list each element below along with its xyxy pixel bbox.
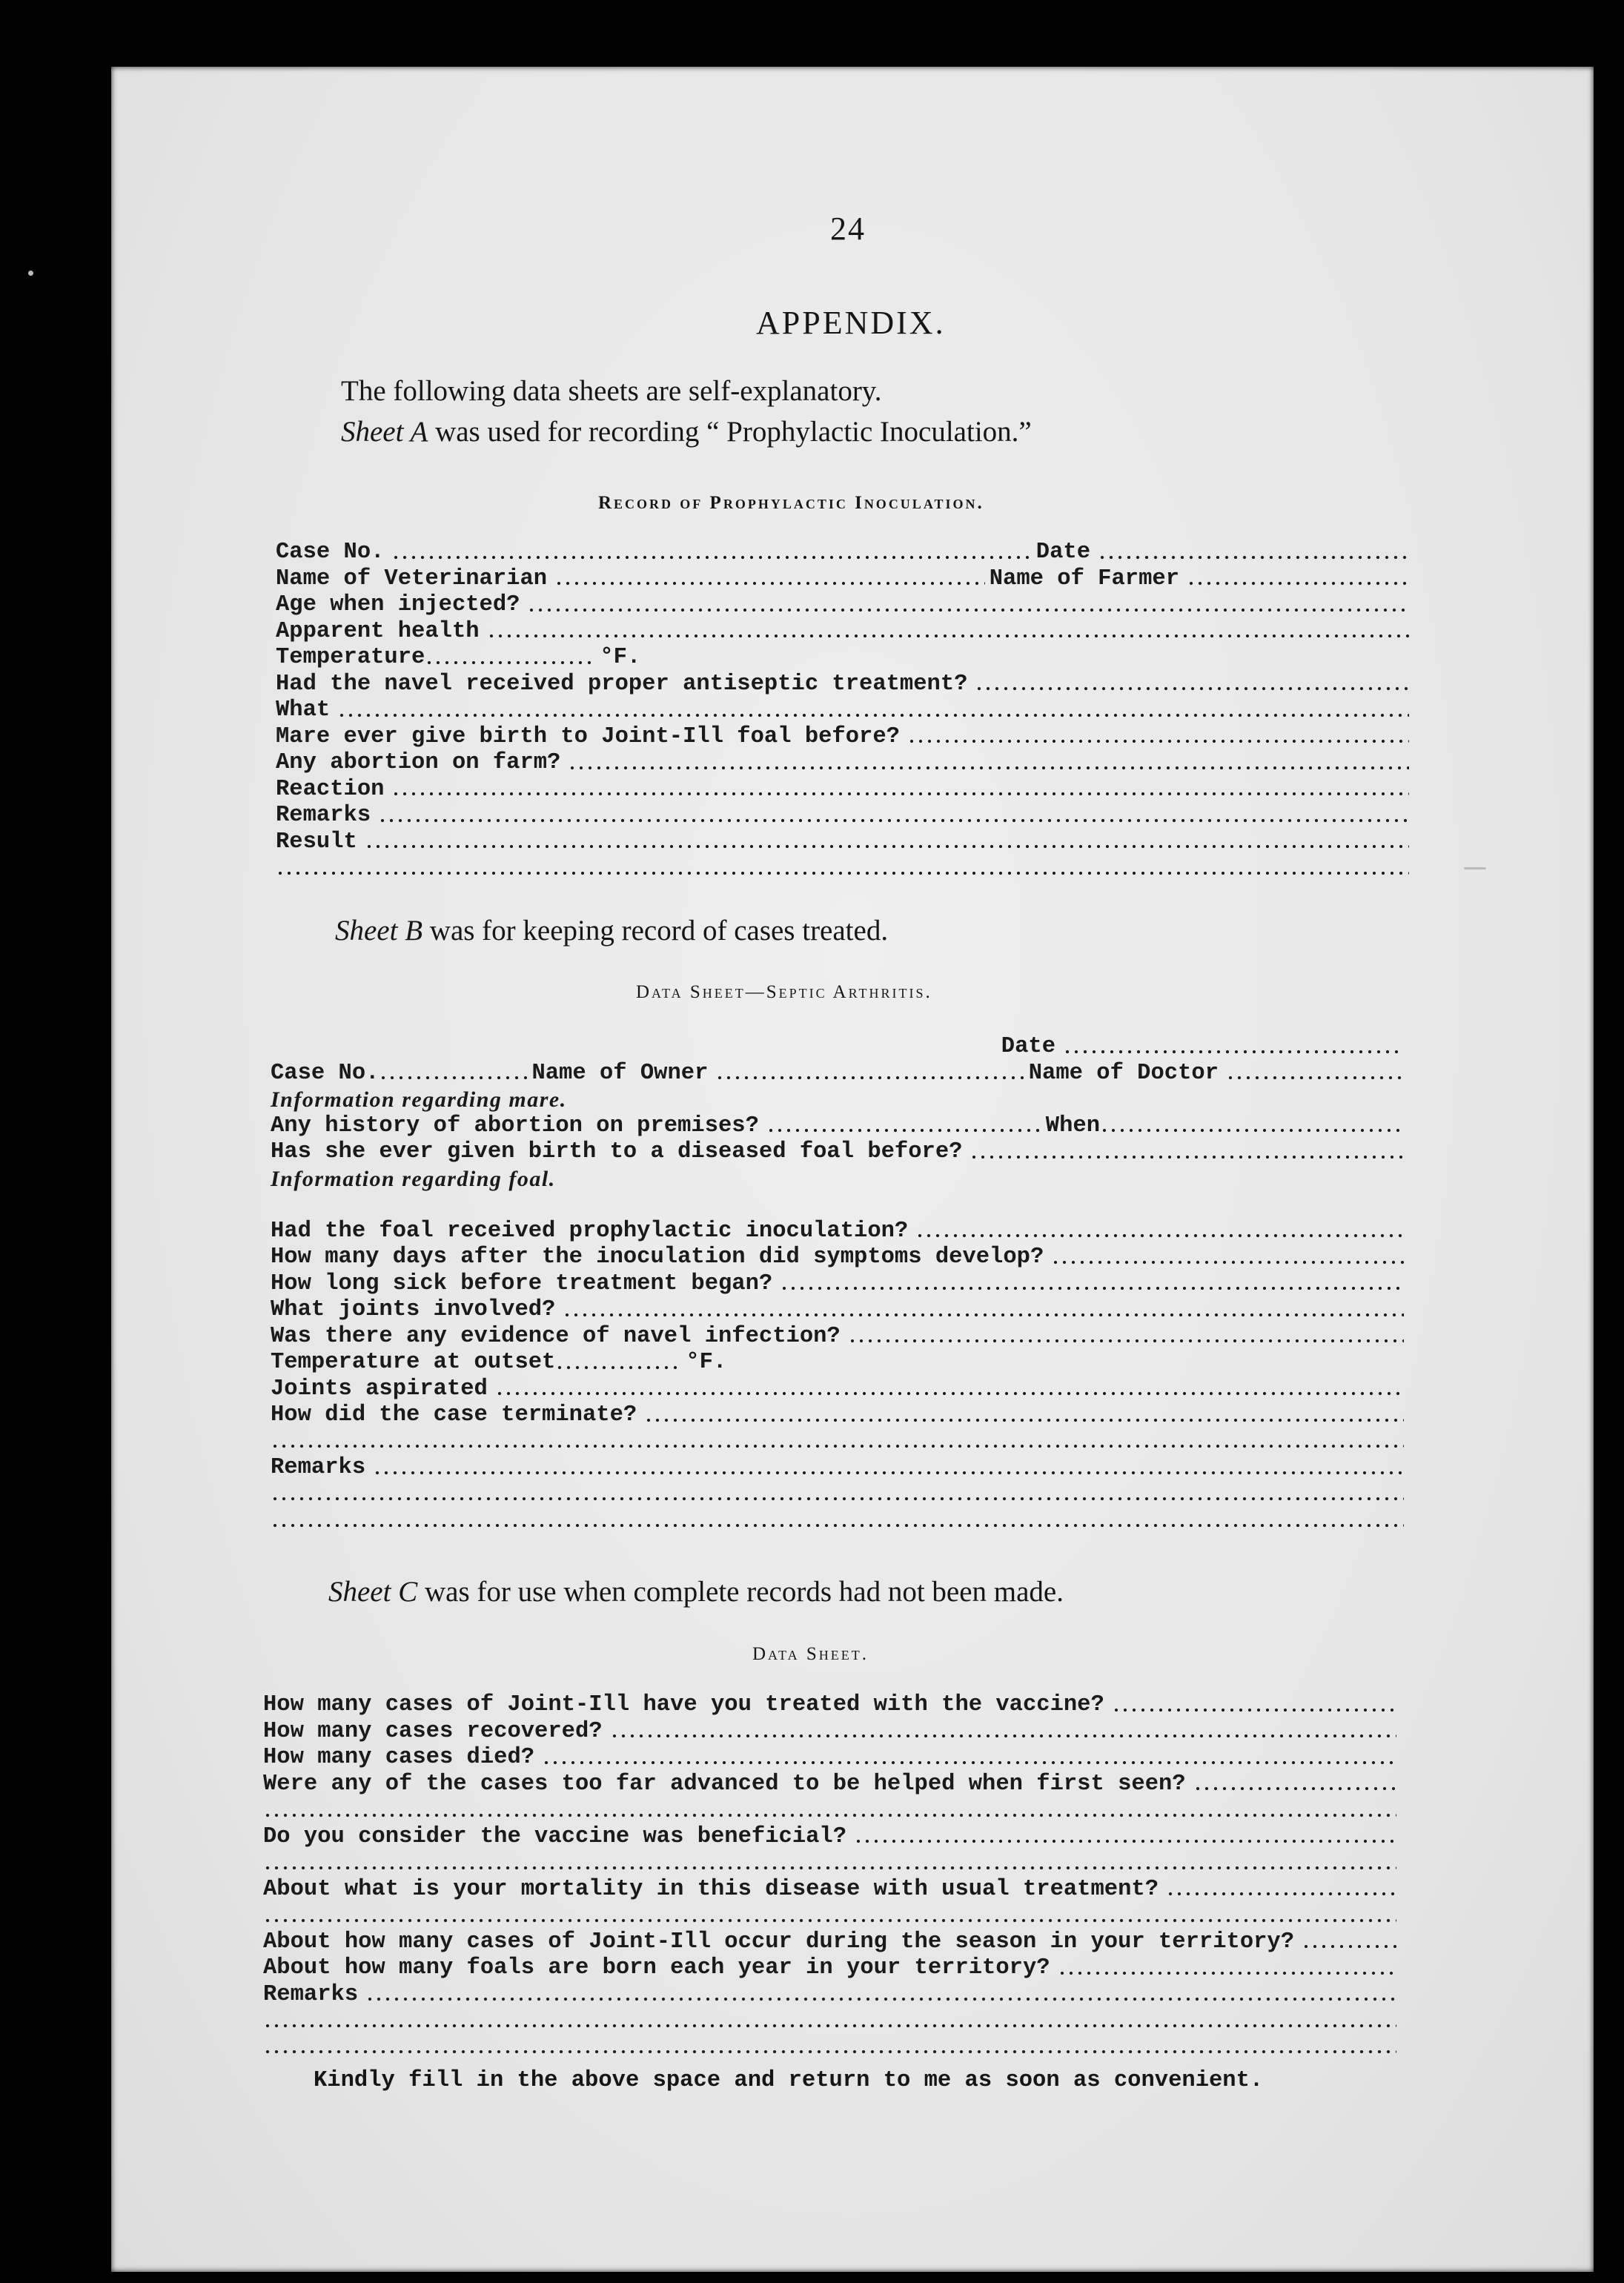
form-row	[263, 1903, 1401, 1929]
fill-line[interactable]	[1187, 580, 1409, 586]
joints-aspirated-label: Joints aspirated	[271, 1376, 488, 1402]
form-row	[271, 1402, 1408, 1429]
fill-line[interactable]	[1098, 554, 1409, 560]
fill-line[interactable]	[848, 1338, 1404, 1344]
abortion-farm-label: Any abortion on farm?	[276, 750, 561, 775]
date-label: Date	[1035, 540, 1090, 565]
form-row	[271, 1034, 1408, 1061]
fill-line[interactable]	[610, 1733, 1396, 1739]
form-row	[271, 1482, 1408, 1508]
form-row	[276, 619, 1413, 646]
navel-treatment-label: Had the navel received proper antiseptic treatment?	[276, 671, 968, 697]
form-row	[276, 829, 1413, 856]
form-row	[271, 1219, 1408, 1245]
form-row	[271, 1429, 1408, 1456]
fill-line[interactable]	[263, 2049, 1396, 2055]
fill-line[interactable]	[644, 1417, 1404, 1423]
sheet-a-heading: Record of Prophylactic Inoculation.	[598, 493, 984, 513]
fill-line[interactable]	[425, 660, 595, 666]
form-row	[271, 1113, 1408, 1140]
form-row	[271, 1061, 1408, 1087]
fill-line[interactable]	[780, 1285, 1404, 1291]
reaction-label: Reaction	[276, 776, 385, 802]
form-row	[271, 1271, 1408, 1298]
fill-line[interactable]	[915, 1233, 1404, 1239]
diseased-foal-label: Has she ever given birth to a diseased foal before?	[271, 1139, 963, 1164]
sheet-b-heading: Data Sheet—Septic Arthritis.	[636, 982, 932, 1002]
fill-line[interactable]	[263, 1865, 1396, 1871]
sheet-b-form	[271, 1034, 1408, 1534]
fill-line[interactable]	[337, 712, 1409, 718]
form-row	[263, 1797, 1401, 1824]
abortion-history-label: Any history of abortion on premises?	[271, 1113, 759, 1139]
fill-line[interactable]	[271, 1443, 1404, 1449]
fill-line[interactable]	[1193, 1786, 1396, 1792]
form-spacer	[271, 1192, 1408, 1219]
mortality-label: About what is your mortality in this disease with usual treatment?	[263, 1876, 1159, 1902]
fill-line[interactable]	[263, 2023, 1396, 2029]
fill-line[interactable]	[495, 1391, 1404, 1396]
fill-line[interactable]	[271, 1522, 1404, 1528]
form-row	[276, 855, 1413, 882]
remarks-label: Remarks	[276, 803, 371, 828]
beneficial-label: Do you consider the vaccine was beneficial?	[263, 1823, 847, 1849]
fill-line[interactable]	[391, 791, 1409, 797]
fill-line[interactable]	[365, 844, 1409, 849]
form-row	[276, 777, 1413, 803]
sheet-a-form	[276, 540, 1413, 882]
form-row	[263, 1955, 1401, 1982]
form-row	[263, 1850, 1401, 1877]
what-label: What	[276, 698, 331, 723]
owner-label: Name of Owner	[531, 1060, 709, 1086]
fill-line[interactable]	[907, 738, 1409, 744]
fill-line[interactable]	[1058, 1970, 1396, 1976]
form-row	[276, 698, 1413, 724]
form-row	[271, 1087, 1408, 1113]
fill-line[interactable]	[379, 1075, 527, 1081]
fill-line[interactable]	[271, 1496, 1404, 1502]
fill-line[interactable]	[555, 1365, 681, 1371]
what-joints-label: What joints involved?	[271, 1297, 556, 1322]
scan-speck	[28, 271, 33, 276]
form-row	[276, 672, 1413, 698]
too-far-label: Were any of the cases too far advanced to be helped when first seen?	[263, 1771, 1186, 1797]
result-label: Result	[276, 829, 357, 855]
date-label: Date	[1001, 1034, 1055, 1059]
fill-line[interactable]	[568, 765, 1409, 771]
form-row	[263, 1982, 1401, 2009]
closing-note: Kindly fill in the above space and return to me as soon as convenient.	[314, 2068, 1264, 2093]
prophylactic-label: Had the foal received prophylactic inoculation?	[271, 1218, 909, 1244]
form-row	[271, 1166, 1408, 1193]
terminate-label: How did the case terminate?	[271, 1402, 637, 1428]
form-row	[271, 1139, 1408, 1166]
form-row	[271, 1297, 1408, 1324]
intro-line-2-text: was used for recording “ Prophylactic Inoculation.”	[428, 416, 1032, 448]
form-row	[263, 1929, 1401, 1956]
remarks-label: Remarks	[271, 1455, 366, 1480]
fill-line[interactable]	[563, 1312, 1404, 1318]
info-mare-heading: Information regarding mare.	[271, 1087, 567, 1112]
fill-line[interactable]	[263, 1812, 1396, 1818]
sheet-b-label: Sheet B	[335, 915, 423, 947]
form-row	[276, 750, 1413, 777]
form-row	[263, 1692, 1401, 1719]
fill-line[interactable]	[365, 1996, 1396, 2002]
form-row	[263, 1745, 1401, 1772]
fill-line[interactable]	[766, 1127, 1041, 1133]
fill-line[interactable]	[970, 1154, 1404, 1160]
scan-speck	[1464, 867, 1486, 869]
form-row	[276, 803, 1413, 829]
fill-line[interactable]	[542, 1760, 1396, 1766]
temperature-unit: °F.	[686, 1350, 727, 1375]
farmer-label: Name of Farmer	[989, 566, 1179, 592]
apparent-health-label: Apparent health	[276, 618, 480, 644]
died-label: How many cases died?	[263, 1745, 535, 1770]
fill-line[interactable]	[1226, 1075, 1404, 1081]
fill-line[interactable]	[715, 1075, 1024, 1081]
form-row	[276, 592, 1413, 619]
sheet-b-intro	[335, 914, 888, 947]
fill-line[interactable]	[276, 870, 1409, 876]
intro-line-2	[341, 415, 1032, 448]
fill-line[interactable]	[263, 1918, 1396, 1924]
fill-line[interactable]	[1166, 1891, 1396, 1897]
navel-infection-label: Was there any evidence of navel infection?	[271, 1323, 841, 1349]
sheet-b-intro-text: was for keeping record of cases treated.	[422, 915, 889, 947]
appendix-title: APPENDIX.	[756, 305, 946, 341]
fill-line[interactable]	[378, 818, 1409, 824]
fill-line[interactable]	[975, 686, 1409, 692]
case-no-label: Case No.	[271, 1060, 380, 1086]
sheet-c-label: Sheet C	[328, 1576, 418, 1608]
fill-line[interactable]	[1100, 1127, 1404, 1133]
sheet-c-heading: Data Sheet.	[752, 1644, 869, 1664]
form-row	[276, 540, 1413, 566]
fill-line[interactable]	[854, 1838, 1396, 1844]
fill-line[interactable]	[527, 607, 1409, 613]
fill-line[interactable]	[373, 1470, 1404, 1476]
sheet-c-intro	[328, 1575, 1064, 1608]
days-after-label: How many days after the inoculation did symptoms develop?	[271, 1245, 1044, 1270]
form-row	[263, 2035, 1401, 2061]
sheet-c-intro-text: was for use when complete records had not been made.	[417, 1576, 1064, 1608]
intro-line-1: The following data sheets are self-explanatory.	[341, 375, 882, 407]
form-row	[271, 1245, 1408, 1271]
form-row	[271, 1324, 1408, 1351]
fill-line[interactable]	[554, 580, 985, 586]
when-label: When	[1045, 1113, 1100, 1139]
form-row	[276, 724, 1413, 751]
form-row	[263, 1772, 1401, 1798]
veterinarian-label: Name of Veterinarian	[276, 566, 548, 592]
fill-line[interactable]	[487, 633, 1409, 639]
info-foal-heading: Information regarding foal.	[271, 1166, 556, 1191]
how-long-sick-label: How long sick before treatment began?	[271, 1270, 773, 1296]
form-row	[263, 2008, 1401, 2035]
doctor-label: Name of Doctor	[1028, 1060, 1219, 1086]
form-row	[271, 1455, 1408, 1482]
fill-line[interactable]	[1051, 1259, 1404, 1265]
page-number: 24	[830, 211, 866, 247]
form-row	[276, 566, 1413, 593]
fill-line[interactable]	[1063, 1049, 1404, 1055]
form-row	[271, 1376, 1408, 1403]
form-row	[263, 1824, 1401, 1851]
fill-line[interactable]	[391, 554, 1031, 560]
foals-born-label: About how many foals are born each year in your territory?	[263, 1955, 1050, 1981]
mare-joint-ill-label: Mare ever give birth to Joint-Ill foal before?	[276, 723, 900, 749]
form-row	[263, 1719, 1401, 1746]
temperature-label: Temperature	[276, 645, 425, 670]
cases-treated-label: How many cases of Joint-Ill have you treated with the vaccine?	[263, 1692, 1104, 1717]
fill-line[interactable]	[1302, 1944, 1396, 1949]
recovered-label: How many cases recovered?	[263, 1718, 603, 1744]
fill-line[interactable]	[1112, 1707, 1396, 1713]
age-injected-label: Age when injected?	[276, 592, 520, 617]
form-row	[263, 1877, 1401, 1903]
form-row	[276, 645, 1413, 672]
form-row	[271, 1508, 1408, 1534]
temperature-outset-label: Temperature at outset	[271, 1350, 556, 1375]
sheet-a-label: Sheet A	[341, 416, 428, 448]
occur-label: About how many cases of Joint-Ill occur during the season in your territory?	[263, 1929, 1295, 1955]
temperature-unit: °F.	[600, 645, 641, 670]
sheet-c-form	[263, 1692, 1401, 2061]
form-row	[271, 1350, 1408, 1376]
remarks-label: Remarks	[263, 1981, 359, 2007]
case-no-label: Case No.	[276, 540, 385, 565]
